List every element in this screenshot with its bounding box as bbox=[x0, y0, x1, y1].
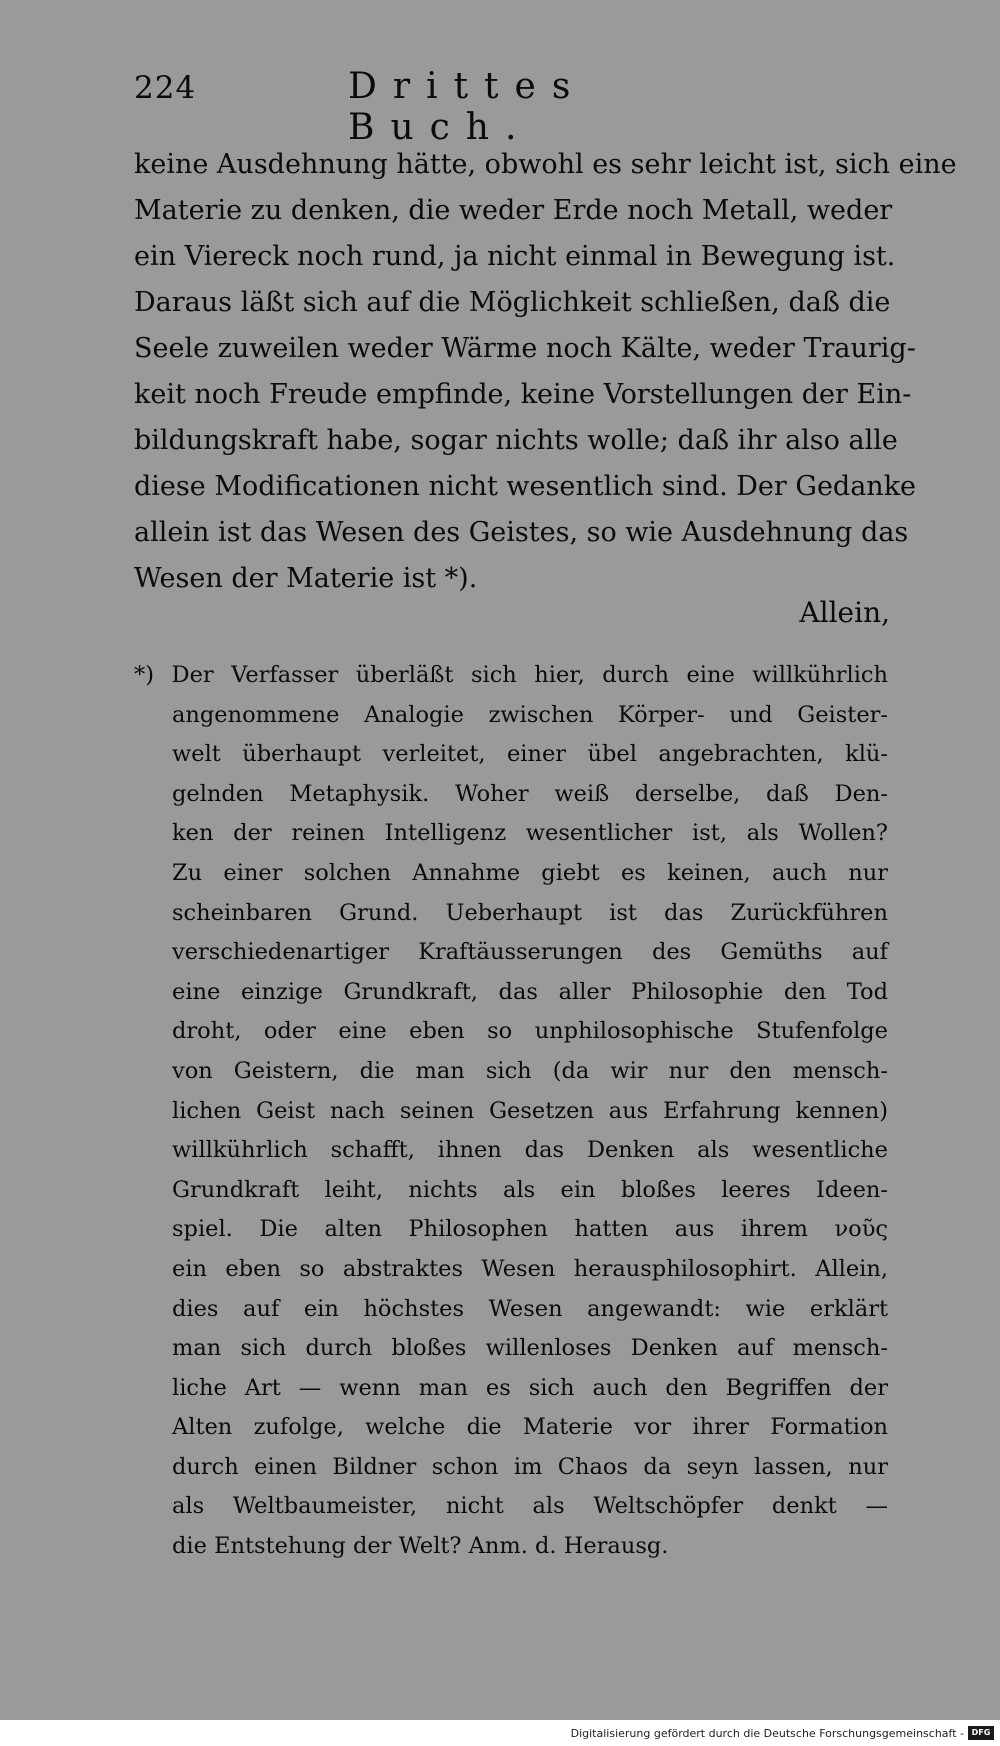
footnote-line: die Entstehung der Welt? Anm. d. Herausg. bbox=[172, 1533, 669, 1560]
catchword: Allein, bbox=[799, 596, 890, 629]
footnote-line: Alten zufolge, welche die Materie vor ihrer Formation bbox=[172, 1414, 888, 1441]
footnote-line: angenommene Analogie zwischen Körper- und Geister- bbox=[172, 701, 888, 728]
body-line: Seele zuweilen weder Wärme noch Kälte, weder Traurig- bbox=[134, 333, 916, 364]
footnote-line: liche Art — wenn man es sich auch den Begriffen der bbox=[172, 1374, 888, 1401]
footnote-line: Zu einer solchen Annahme giebt es keinen, auch nur bbox=[172, 859, 888, 886]
footnote-line: *) Der Verfasser überläßt sich hier, durch eine willkührlich bbox=[134, 662, 888, 688]
digitization-footer bbox=[0, 1722, 1000, 1746]
footnote-line: ken der reinen Intelligenz wesentlicher ist, als Wollen? bbox=[172, 820, 888, 847]
footnote-line: man sich durch bloßes willenloses Denken auf mensch- bbox=[172, 1335, 888, 1362]
footnote-line: spiel. Die alten Philosophen hatten aus ihrem νοῦς bbox=[172, 1216, 888, 1243]
dfg-logo-icon: DFG bbox=[968, 1726, 994, 1740]
body-line: allein ist das Wesen des Geistes, so wie Ausdehnung das bbox=[134, 517, 909, 548]
body-line: bildungskraft habe, sogar nichts wolle; daß ihr also alle bbox=[134, 425, 898, 456]
body-line: keine Ausdehnung hätte, obwohl es sehr leicht ist, sich eine bbox=[134, 149, 957, 180]
footnote-line: verschiedenartiger Kraftäusserungen des Gemüths auf bbox=[172, 939, 888, 966]
footnote-line: eine einzige Grundkraft, das aller Philosophie den Tod bbox=[172, 978, 888, 1005]
footnote-line: willkührlich schafft, ihnen das Denken als wesentliche bbox=[172, 1137, 888, 1164]
footnote-line: dies auf ein höchstes Wesen angewandt: wie erklärt bbox=[172, 1295, 888, 1322]
body-line: ein Viereck noch rund, ja nicht einmal in Bewegung ist. bbox=[134, 241, 896, 272]
footnote-line: scheinbaren Grund. Ueberhaupt ist das Zurückführen bbox=[172, 899, 888, 926]
body-line: Daraus läßt sich auf die Möglichkeit schließen, daß die bbox=[134, 287, 891, 318]
footnote-line: von Geistern, die man sich (da wir nur den mensch- bbox=[172, 1057, 888, 1084]
footnote-line: droht, oder eine eben so unphilosophische Stufenfolge bbox=[172, 1018, 888, 1045]
footnote-line: welt überhaupt verleitet, einer übel angebrachten, klü- bbox=[172, 741, 888, 768]
page-header bbox=[134, 66, 694, 148]
footnote-line: lichen Geist nach seinen Gesetzen aus Erfahrung kennen) bbox=[172, 1097, 888, 1124]
digitization-credit: Digitalisierung gefördert durch die Deutsche Forschungsgemeinschaft - bbox=[570, 1727, 964, 1740]
running-head: Drittes Buch. bbox=[348, 66, 587, 148]
body-line: keit noch Freude empfinde, keine Vorstellungen der Ein- bbox=[134, 379, 912, 410]
page-number: 224 bbox=[134, 70, 197, 106]
footnote-line: ein eben so abstraktes Wesen herausphilosophirt. Allein, bbox=[172, 1255, 888, 1282]
body-line: Materie zu denken, die weder Erde noch Metall, weder bbox=[134, 195, 893, 226]
body-line: diese Modificationen nicht wesentlich sind. Der Gedanke bbox=[134, 471, 917, 502]
main-text-block bbox=[134, 142, 957, 602]
body-line: Wesen der Materie ist *). bbox=[134, 563, 478, 594]
footnote-line: als Weltbaumeister, nicht als Weltschöpfer denkt — bbox=[172, 1493, 888, 1520]
footnote-line: gelnden Metaphysik. Woher weiß derselbe, daß Den- bbox=[172, 780, 888, 807]
footnote-line: durch einen Bildner schon im Chaos da seyn lassen, nur bbox=[172, 1453, 888, 1480]
footnote-line: Grundkraft leiht, nichts als ein bloßes leeres Ideen- bbox=[172, 1176, 888, 1203]
footnote-block bbox=[134, 656, 888, 1567]
